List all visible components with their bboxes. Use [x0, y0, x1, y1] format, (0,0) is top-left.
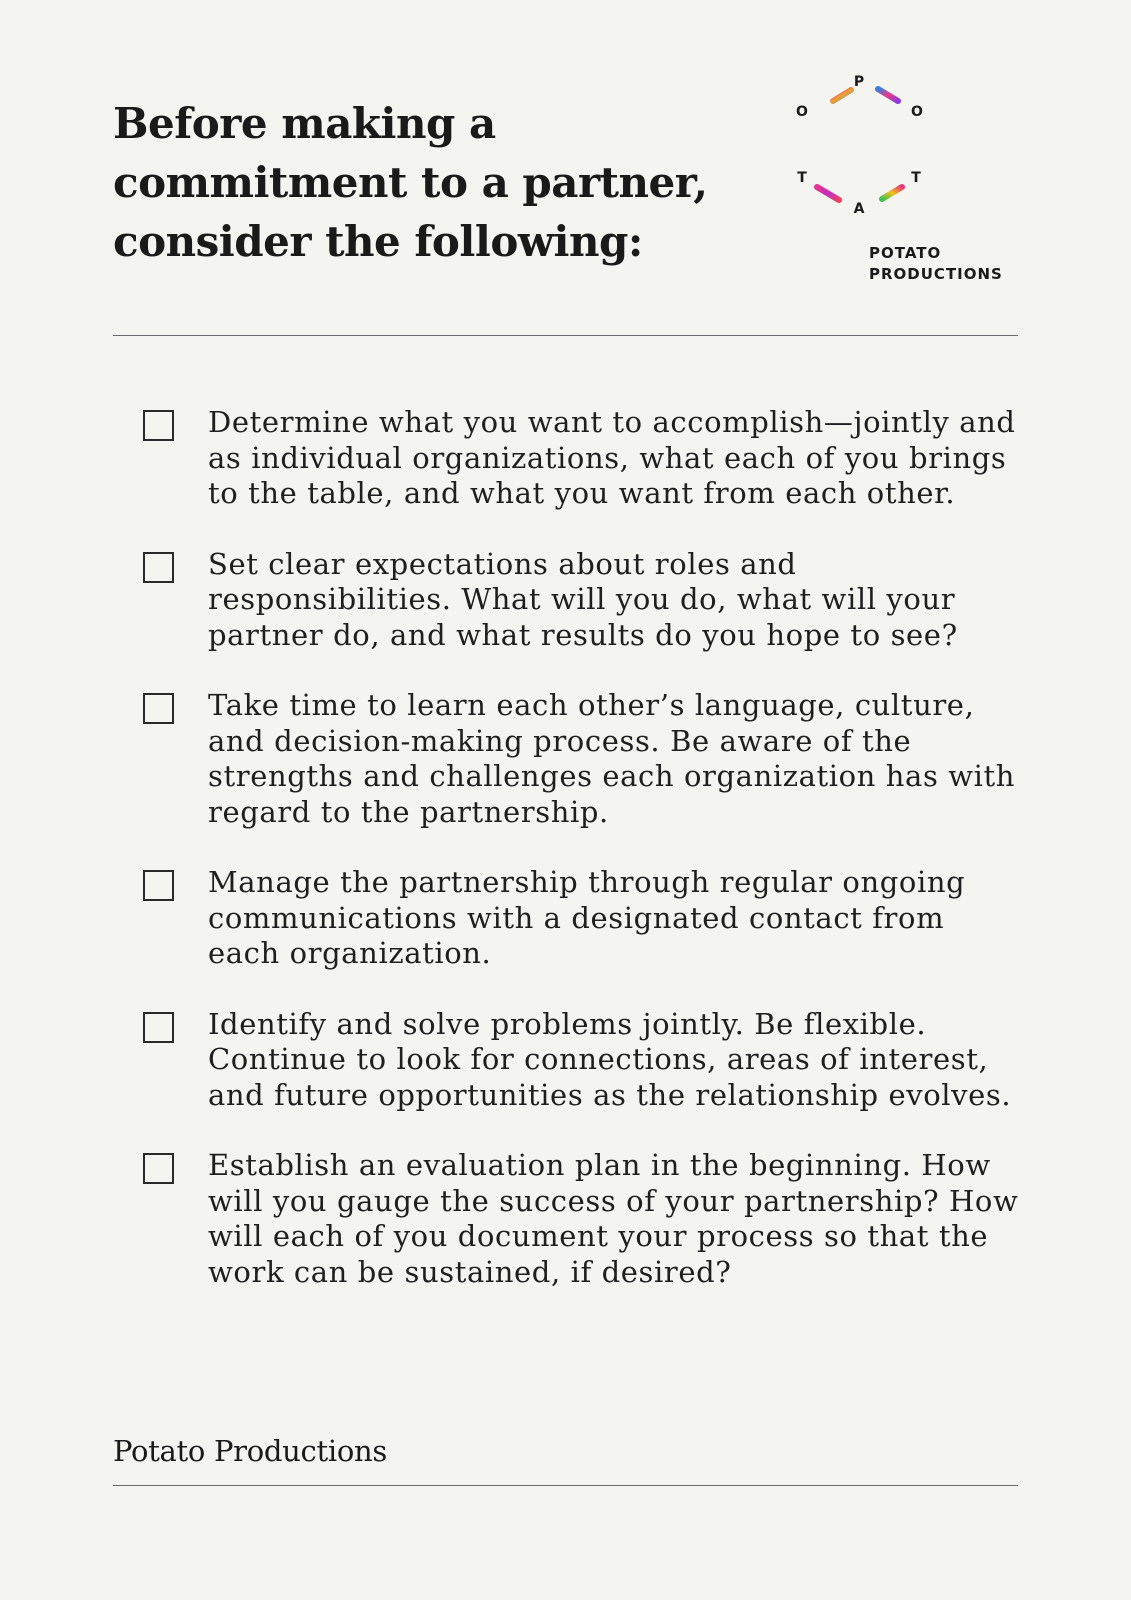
logo-letter: T	[797, 170, 807, 186]
checklist-item	[143, 405, 1023, 512]
checklist-item-text: Take time to learn each other’s language, culture, and decision-making process. Be aware of the strengths and challenges each organization has with regard to the partnership.	[208, 688, 1016, 829]
checklist-item-text: Set clear expectations about roles and responsibilities. What will you do, what will your partner do, and what results do you hope to see?	[208, 546, 958, 652]
top-divider	[113, 335, 1018, 336]
logo-wordmark	[869, 243, 1003, 285]
bottom-divider	[113, 1485, 1018, 1486]
checkbox[interactable]	[143, 1153, 174, 1184]
logo-bar-icon	[833, 90, 851, 101]
logo-letter: T	[911, 170, 921, 186]
checkbox[interactable]	[143, 870, 174, 901]
checklist-item-text: Establish an evaluation plan in the beginning. How will you gauge the success of your partnership? How will each of you document your process so that the work can be sustained, if desired?	[208, 1148, 1019, 1289]
logo-bar-icon	[882, 187, 902, 199]
checklist-item	[143, 547, 1023, 654]
hexagon-logo-icon	[796, 70, 1000, 230]
logo-wordmark-line2: PRODUCTIONS	[869, 265, 1003, 283]
logo-letter: O	[911, 104, 923, 120]
logo-letter: P	[853, 74, 865, 90]
checklist-item-text: Identify and solve problems jointly. Be flexible. Continue to look for connections, areas of interest, and future opportunities as the relationship evolves.	[208, 1006, 1012, 1112]
checkbox[interactable]	[143, 552, 174, 583]
page-title: Before making a commitment to a partner, consider the following:	[113, 99, 708, 266]
potato-productions-logo	[796, 70, 1003, 290]
checklist-item	[143, 688, 1023, 830]
checkbox[interactable]	[143, 1012, 174, 1043]
logo-letter: A	[853, 201, 865, 217]
footer-brand: Potato Productions	[113, 1434, 387, 1468]
logo-bar-icon	[878, 89, 898, 101]
logo-bar-icon	[817, 187, 839, 200]
checklist-item-text: Determine what you want to accomplish—jointly and as individual organizations, what each of you brings to the table, and what you want from each other.	[208, 405, 1016, 510]
checklist	[143, 405, 1023, 1325]
checkbox[interactable]	[143, 693, 174, 724]
checklist-item	[143, 1148, 1023, 1290]
logo-letter: O	[796, 104, 808, 120]
logo-wordmark-line1: POTATO	[869, 244, 942, 262]
checklist-item	[143, 1007, 1023, 1114]
checklist-item	[143, 865, 1023, 972]
checkbox[interactable]	[143, 410, 174, 441]
checklist-item-text: Manage the partnership through regular ongoing communications with a designated contact from each organization.	[208, 865, 966, 970]
